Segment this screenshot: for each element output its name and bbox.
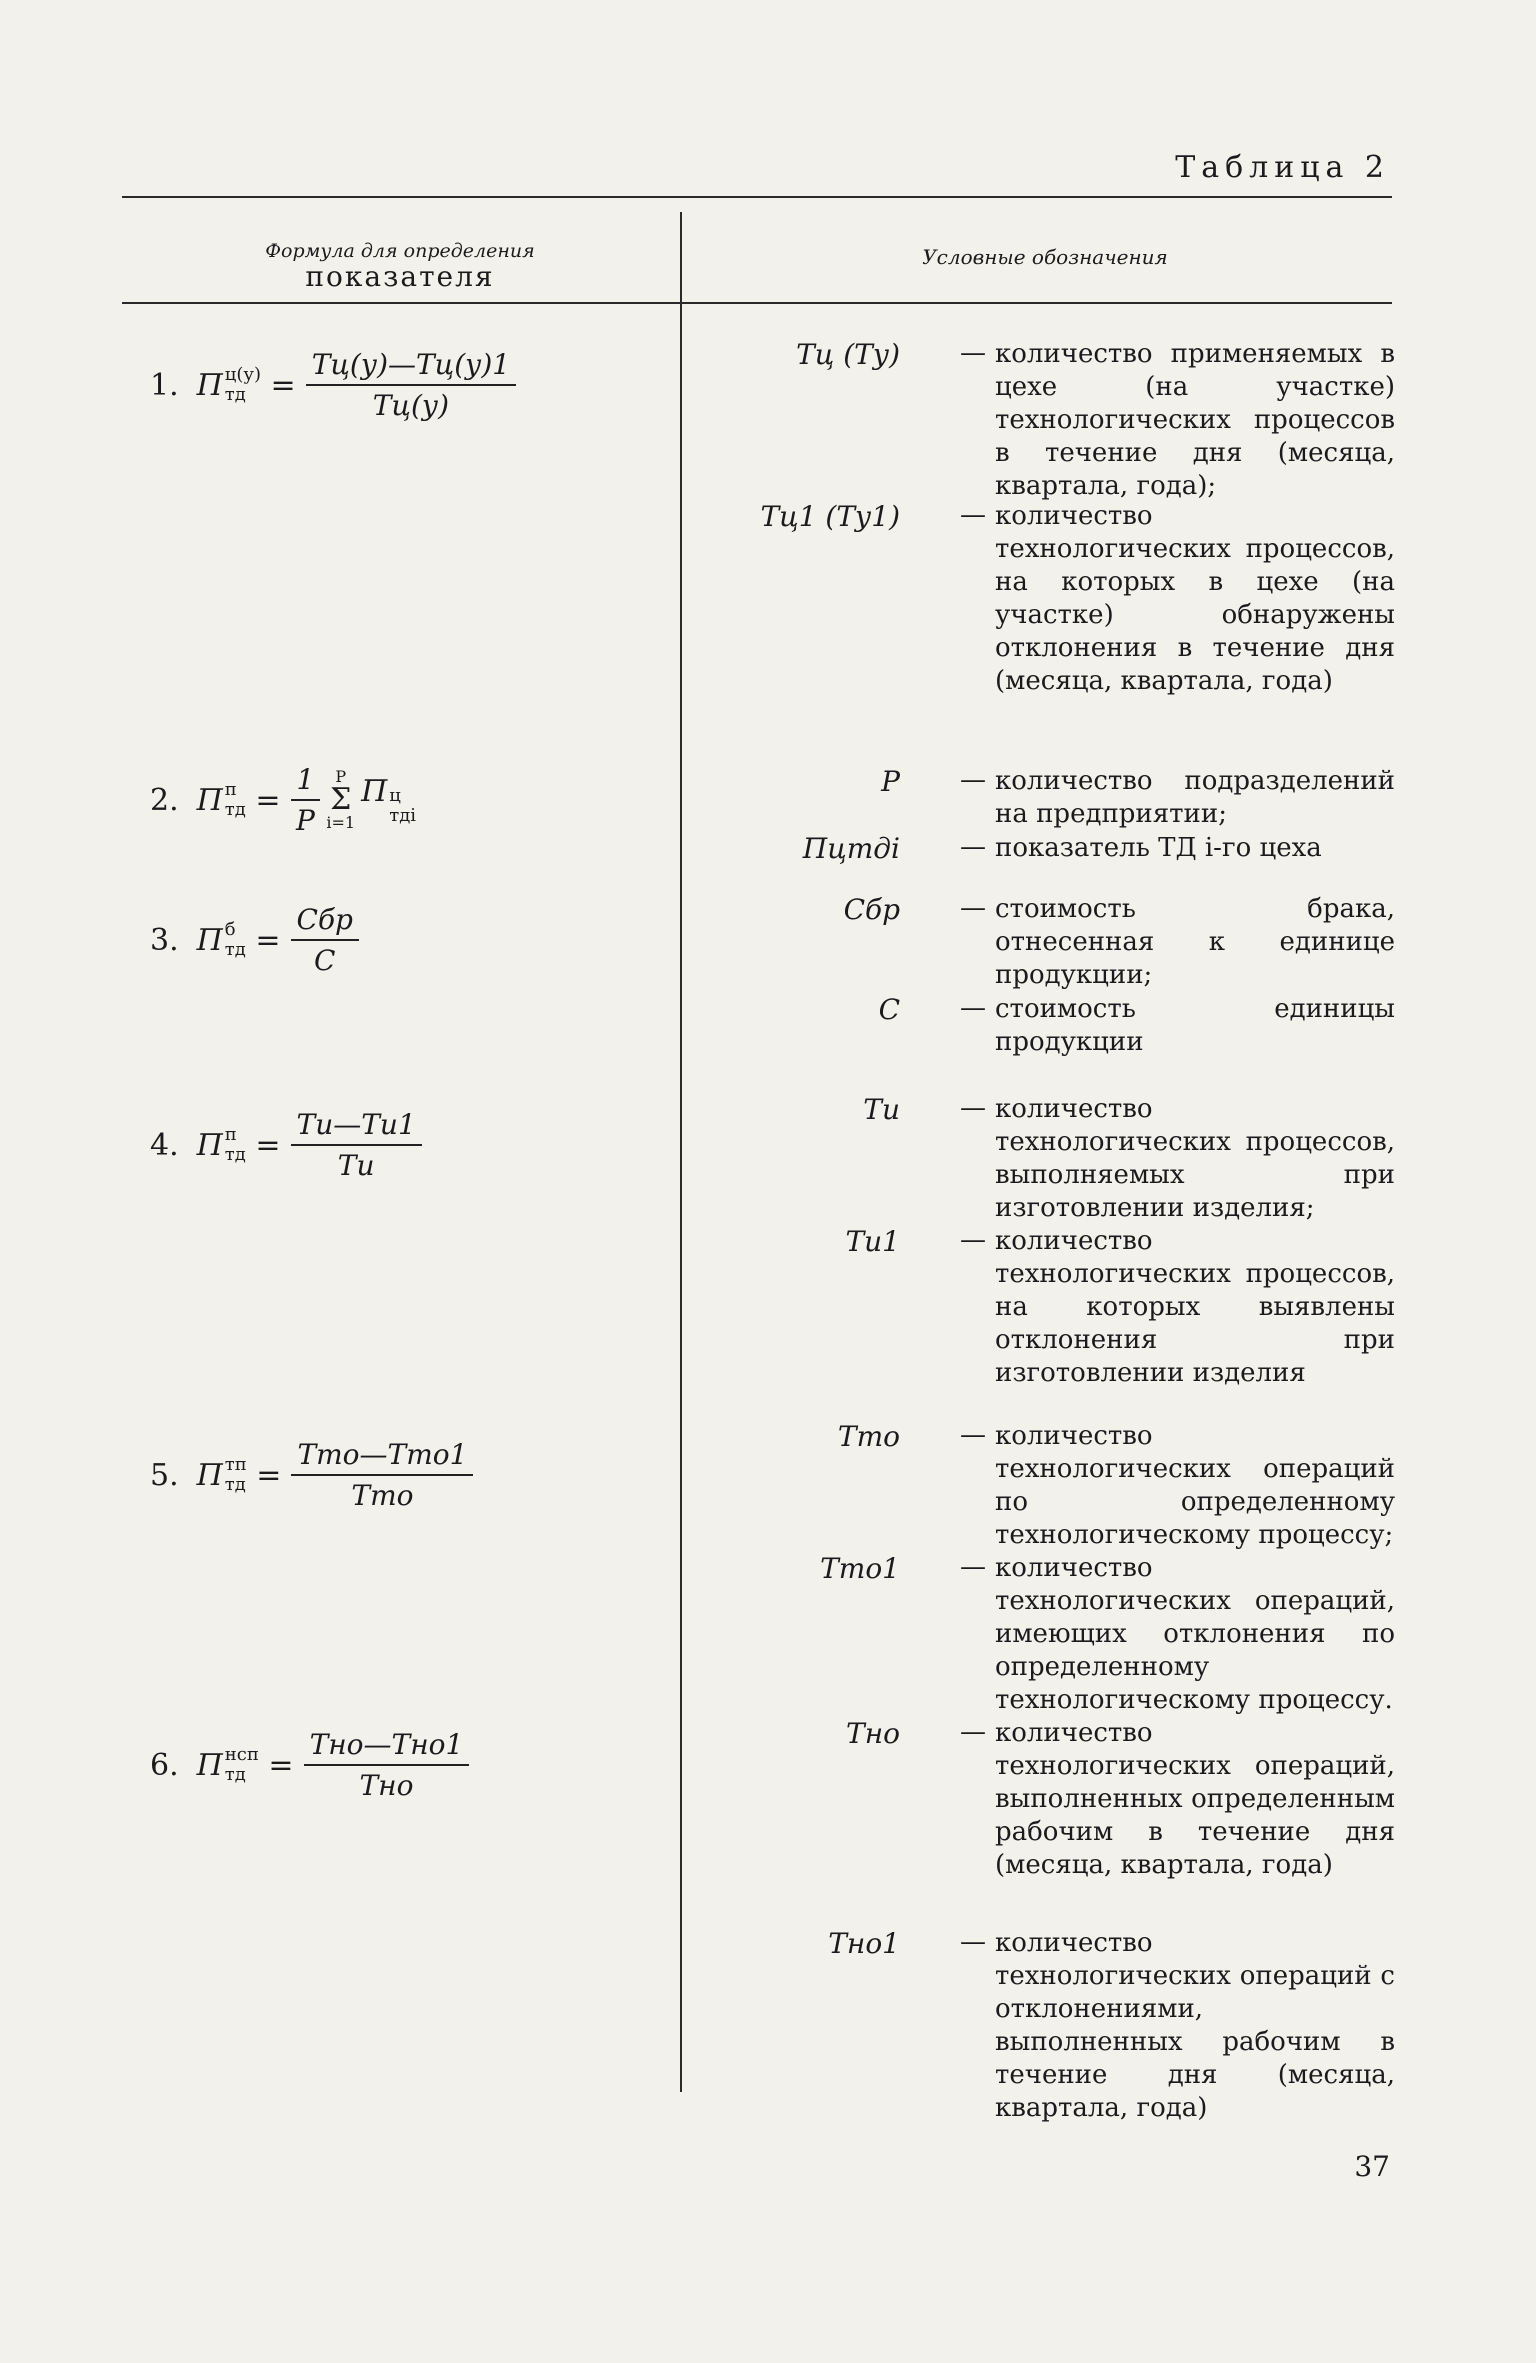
column-header-formula: Формула для определения показателя — [265, 240, 535, 293]
column-header-notation: Условные обозначения — [922, 245, 1168, 269]
formula-1: 1. П ц(у) тд = $\frac{Tц(у)—Tц(у)1}{Tц(у)}$ — [150, 330, 670, 440]
page-number: 37 — [1354, 2150, 1390, 2183]
formula-5: 5. П тп тд = $\frac{\text{Tто—Tто1}}{\text{Tто}}$ — [150, 1420, 670, 1530]
table-label: Таблица 2 — [1175, 150, 1390, 185]
document-page: Таблица 2 Формула для определения показателя Условные обозначения 1. П ц(у) тд = $\frac{Tц(у)—Tц(у)1}{Tц(у)}$ 2. П п тд = $\frac{1}{P}$ P Σ i=1 П ц тдi 3. П б тд = $\frac{\text{Cбр}}{C}$ 4. П п тд = $\frac{Tи—Tи1}{Tи}$ 5. П тп тд = $\frac{\text{Tто—Tто1}}{\text{Tто}}$ 6. П нсп тд = $\frac{\text{Tно—Tно1}}{\text{Tно}}$ Tц (Tу) — количество применяемых в цехе (на участке) технологических процессов в течение дня (месяца, квартала, года); Tц1 (Tу1) — количество технологических процессов, на которых в цехе (на участке) обнаружены отклонения в течение дня (месяца, квартала, года) P — количество подразделений на предприятии; Пцтдi — показатель ТД i-го цеха Cбр — стоимость брака, отнесенная к единице продукции; C — стоимость единицы продукции Tи — количество технологических процессов, выполняемых при изготовлении изделия; Tи1 — количество технологических процессов, на которых выявлены отклонения при изготовлении изделия Tто — количество технологических операций по определенному технологическому процессу; Tто1 — количество технологических операций, имеющих отклонения по определенному технологическому процессу. Tно — количество технологических операций, выполненных определенным рабочим в течение дня (месяца, квартала, года) Tно1 — количество технологических операций с отклонениями, выполненных рабочим в течение дня (месяца, квартала, года) 37 — [0, 0, 1536, 2363]
header-rule — [122, 302, 1392, 304]
formula-2: 2. П п тд = $\frac{1}{P}$ P Σ i=1 П ц тдi — [150, 763, 417, 837]
formula-3: 3. П б тд = $\frac{\text{Cбр}}{C}$ — [150, 885, 670, 995]
formula-6: 6. П нсп тд = $\frac{\text{Tно—Tно1}}{\text{Tно}}$ — [150, 1710, 670, 1820]
table-top-rule — [122, 196, 1392, 198]
column-divider — [680, 212, 682, 2092]
formula-4: 4. П п тд = $\frac{Tи—Tи1}{Tи}$ — [150, 1090, 670, 1200]
sum-sign: P Σ i=1 — [326, 767, 356, 832]
